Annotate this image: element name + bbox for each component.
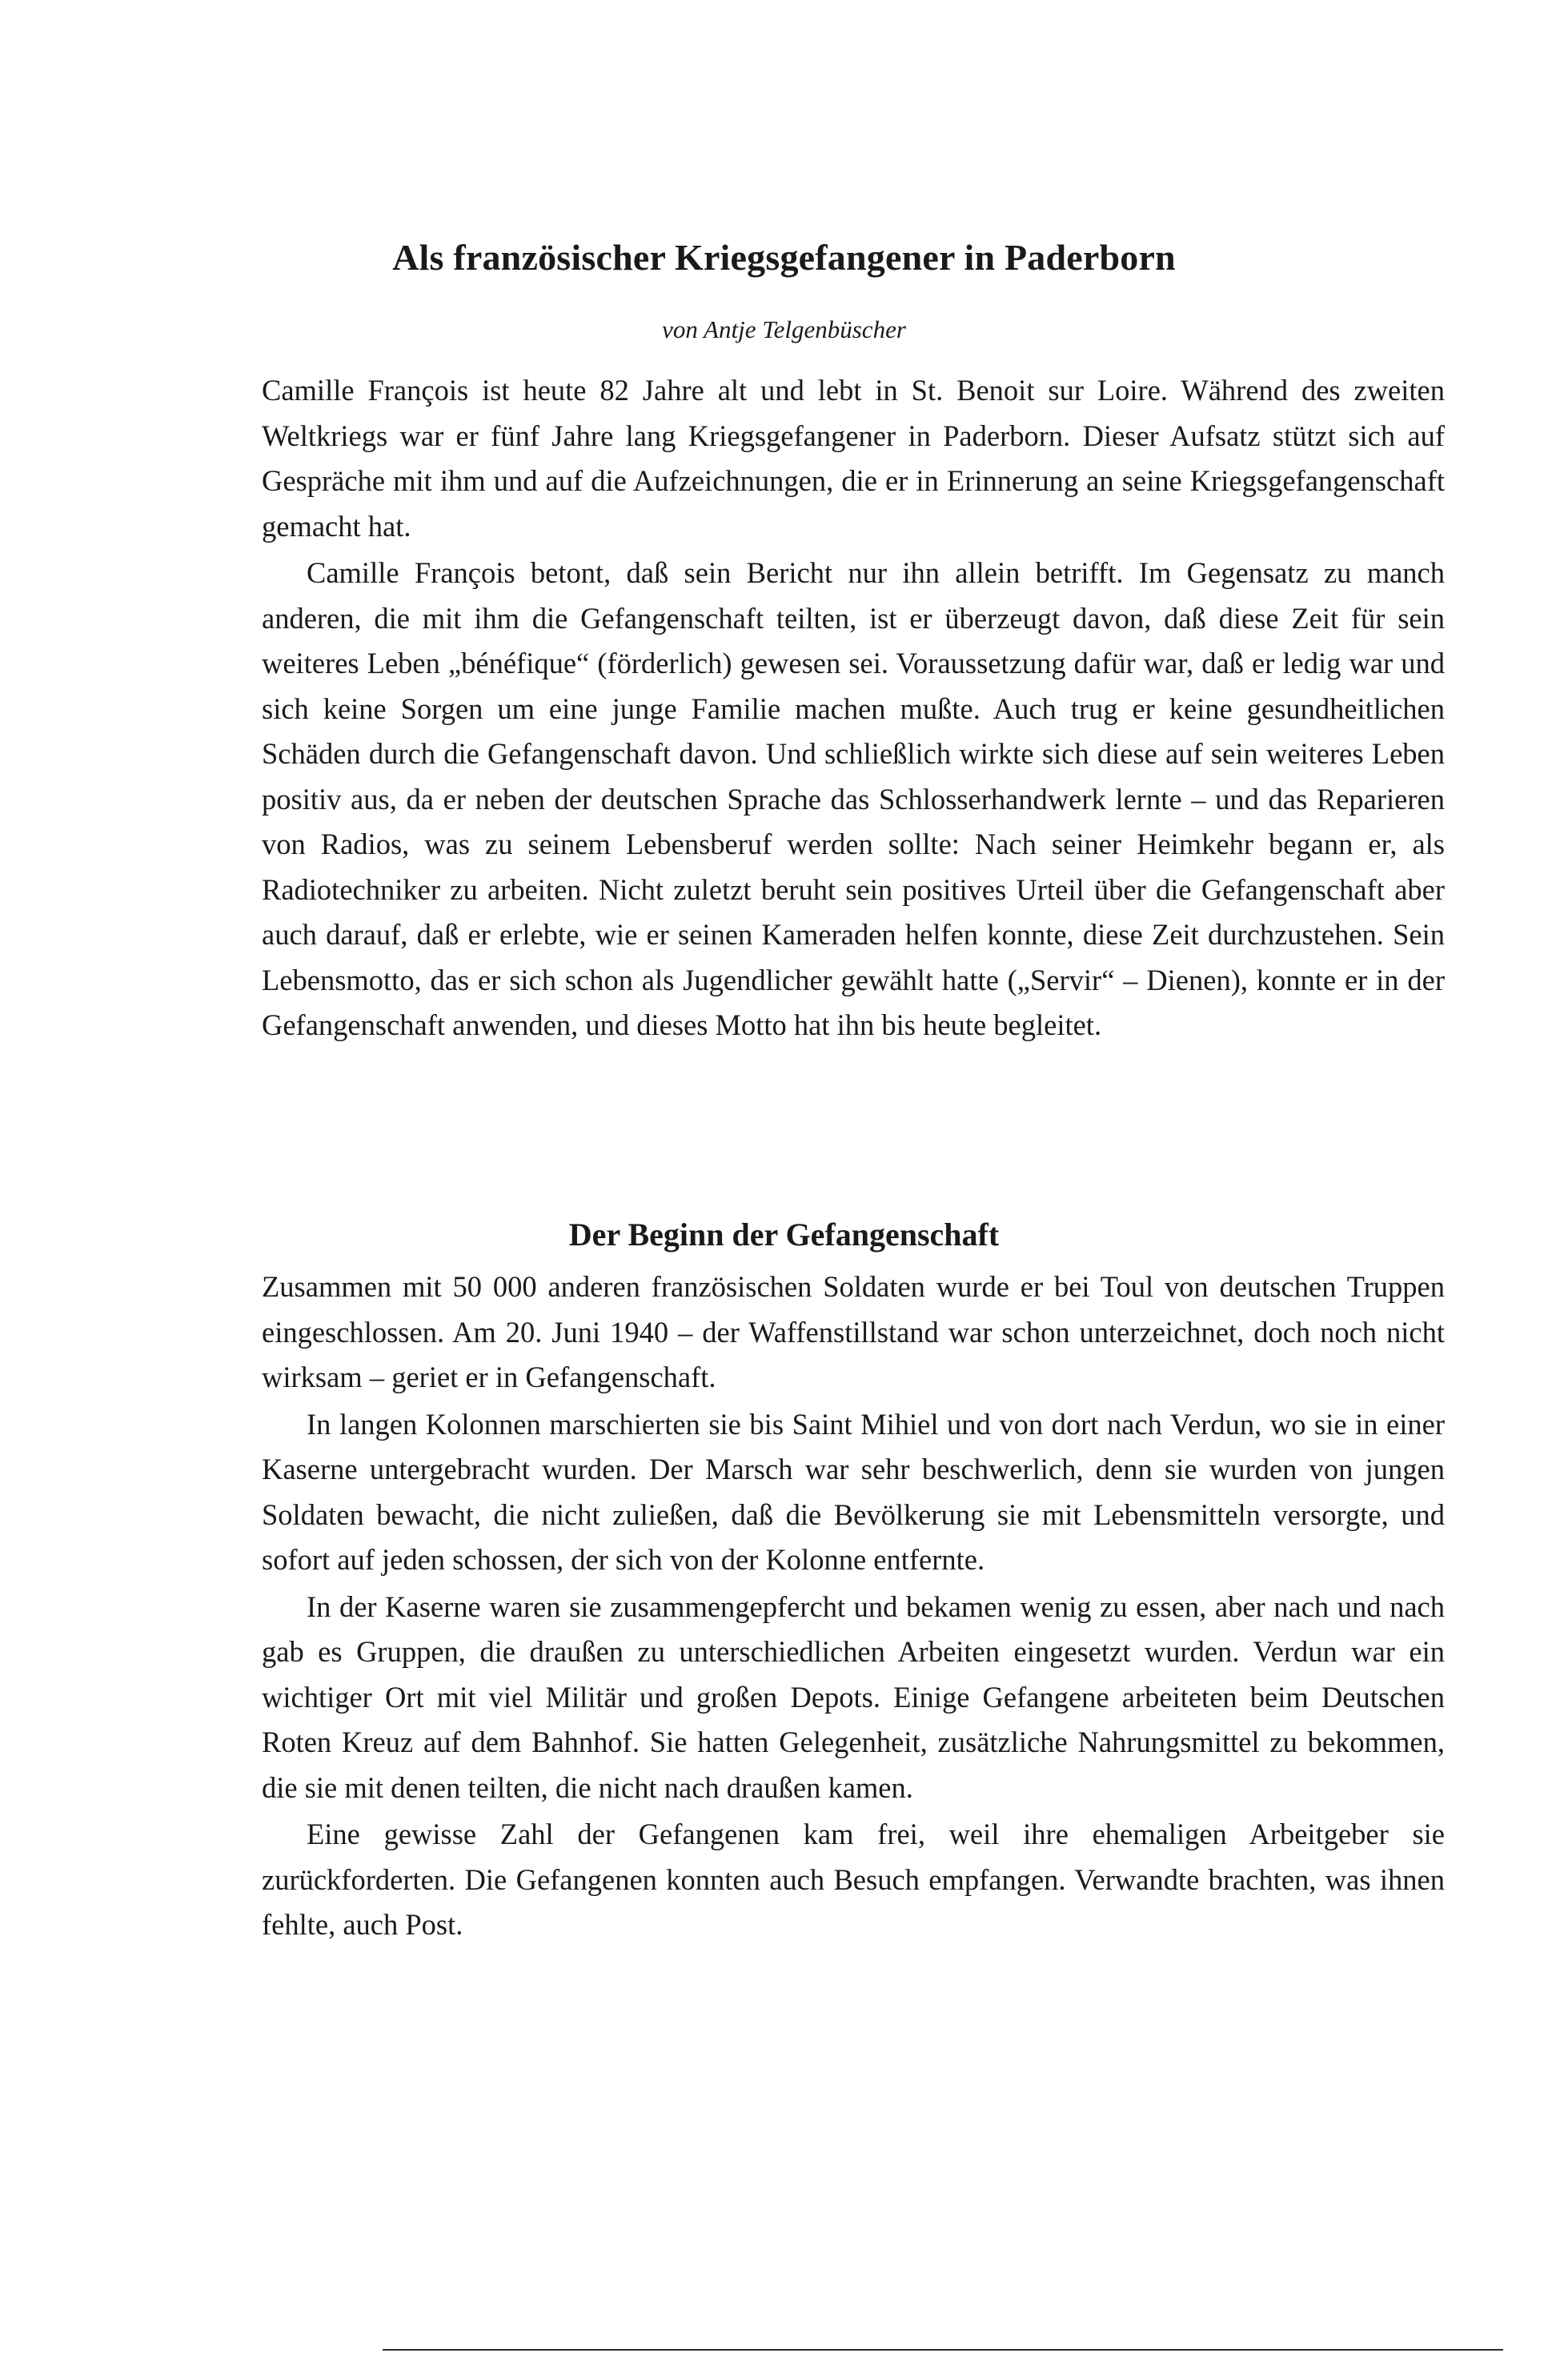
section-heading: Der Beginn der Gefangenschaft	[568, 1217, 1000, 1253]
intro-body	[262, 368, 1445, 1048]
section-paragraph-4: Eine gewisse Zahl der Gefangenen kam frei, weil ihre ehemaligen Arbeitgeber sie zurückforderten. Die Gefangenen konnten auch Besuch empfangen. Verwandte brachten, was ihnen fehlte, auch Post.	[262, 1818, 1445, 1941]
section-paragraph-3: In der Kaserne waren sie zusammengepfercht und bekamen wenig zu essen, aber nach und nach gab es Gruppen, die draußen zu unterschiedlichen Arbeiten eingesetzt wurden. Verdun war ein wichtiger Ort mit viel Militär und großen Depots. Einige Gefangene arbeiteten beim Deutschen Roten Kreuz auf dem Bahnhof. Sie hatten Gelegenheit, zusätzliche Nahrungsmittel zu bekommen, die sie mit denen teilten, die nicht nach draußen kamen.	[262, 1589, 1445, 1804]
section-body	[262, 1265, 1445, 1948]
article-title: Als französischer Kriegsgefangener in Paderborn	[392, 237, 1176, 278]
section-paragraph-1: Zusammen mit 50 000 anderen französischen Soldaten wurde er bei Toul von deutschen Truppen eingeschlossen. Am 20. Juni 1940 – der Waffenstillstand war schon unterzeichnet, doch noch nicht wirksam – geriet er in Gefangenschaft.	[262, 1270, 1445, 1393]
intro-paragraph-2: Camille François betont, daß sein Bericht nur ihn allein betrifft. Im Gegensatz zu manch anderen, die mit ihm die Gefangenschaft teilten, ist er überzeugt davon, daß diese Zeit für sein weiteres Leben „bénéfique“ (förderlich) gewesen sei. Voraussetzung dafür war, daß er ledig war und sich keine Sorgen um eine junge Familie machen mußte. Auch trug er keine gesundheitlichen Schäden durch die Gefangenschaft davon. Und schließlich wirkte sich diese auf sein weiteres Leben positiv aus, da er neben der deutschen Sprache das Schlosserhandwerk lernte – und das Reparieren von Radios, was zu seinem Lebensberuf werden sollte: Nach seiner Heimkehr begann er, als Radiotechniker zu arbeiten. Nicht zuletzt beruht sein positives Urteil über die Gefangenschaft aber auch darauf, daß er erlebte, wie er seinen Kameraden helfen konnte, diese Zeit durchzustehen. Sein Lebensmotto, das er sich schon als Jugendlicher gewählt hatte („Servir“ – Dienen), konnte er in der Gefangenschaft anwenden, und dieses Motto hat ihn bis heute begleitet.	[262, 556, 1445, 1041]
article-byline: von Antje Telgenbüscher	[662, 315, 906, 343]
section-paragraph-2: In langen Kolonnen marschierten sie bis Saint Mihiel und von dort nach Verdun, wo sie in einer Kaserne untergebracht wurden. Der Marsch war sehr beschwerlich, denn sie wurden von jungen Soldaten bewacht, die nicht zuließen, daß die Bevölkerung sie mit Lebensmitteln versorgte, und sofort auf jeden schossen, der sich von der Kolonne entfernte.	[262, 1407, 1445, 1576]
footer-rule	[383, 2349, 1503, 2351]
intro-paragraph-1: Camille François ist heute 82 Jahre alt und lebt in St. Benoit sur Loire. Während des zweiten Weltkriegs war er fünf Jahre lang Kriegsgefangener in Paderborn. Dieser Aufsatz stützt sich auf Gespräche mit ihm und auf die Aufzeichnungen, die er in Erinnerung an seine Kriegsgefangenschaft gemacht hat.	[262, 374, 1445, 543]
